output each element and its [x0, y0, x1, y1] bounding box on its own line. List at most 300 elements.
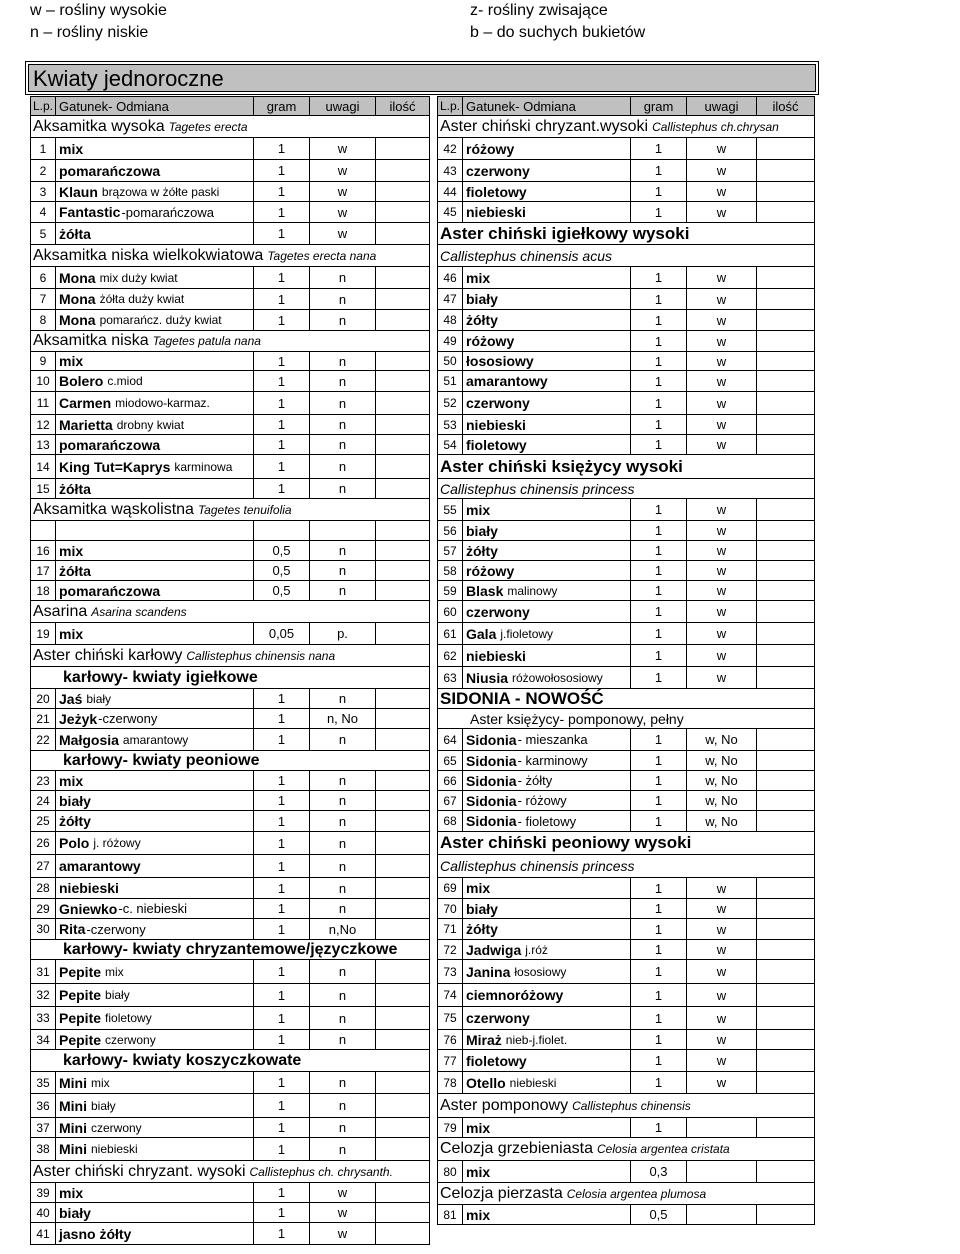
quantity-input[interactable]: [757, 541, 815, 560]
variety-name: biały: [466, 522, 498, 539]
gram-value: 1: [631, 623, 687, 644]
gram-value: 1: [631, 581, 687, 600]
table-row: [30, 371, 430, 392]
item-name: [463, 1118, 631, 1137]
item-name: [463, 1205, 631, 1224]
variety-detail: j. różowy: [93, 836, 141, 850]
table-row: [30, 223, 430, 245]
gram-value: 1: [631, 561, 687, 580]
remarks-value: n: [310, 791, 376, 810]
empty-cell: [310, 521, 376, 540]
item-number: 57: [437, 541, 463, 560]
item-name: [56, 1072, 254, 1093]
table-row: [437, 1205, 815, 1225]
variety-name: Pepite: [59, 1010, 102, 1026]
quantity-input[interactable]: [376, 202, 430, 222]
variety-name: Mini: [59, 1119, 87, 1136]
table-row: [437, 415, 815, 435]
variety-detail: -czerwony: [98, 711, 158, 726]
item-number: 26: [30, 832, 56, 854]
gram-value: 1: [631, 984, 687, 1006]
item-name: [463, 267, 631, 288]
quantity-input[interactable]: [757, 623, 815, 644]
quantity-input[interactable]: [376, 455, 430, 478]
item-name: [56, 392, 254, 414]
quantity-input[interactable]: [757, 645, 815, 666]
item-name: [56, 1223, 254, 1244]
variety-name: mix: [59, 353, 84, 369]
quantity-input[interactable]: [376, 1223, 430, 1244]
item-number: 40: [30, 1203, 56, 1222]
item-number: 53: [437, 415, 463, 434]
quantity-input[interactable]: [757, 1118, 815, 1137]
table-row: [437, 392, 815, 415]
legend-b: b – do suchych bukietów: [470, 24, 646, 41]
remarks-value: w: [310, 138, 376, 159]
item-number: 5: [30, 223, 56, 244]
quantity-input[interactable]: [757, 751, 815, 770]
quantity-input[interactable]: [376, 138, 430, 159]
quantity-input[interactable]: [757, 984, 815, 1006]
table-row: [30, 919, 430, 940]
quantity-input[interactable]: [376, 415, 430, 434]
item-number: 45: [437, 202, 463, 222]
variety-detail: j.róż: [525, 942, 548, 957]
item-name: [56, 561, 254, 580]
remarks-value: n: [310, 771, 376, 790]
item-name: [463, 310, 631, 330]
table-row: [30, 811, 430, 832]
table-row: [437, 878, 815, 899]
item-number: 1: [30, 138, 56, 159]
section-title: Aster chiński chryzant.wysoki: [440, 117, 649, 135]
item-name: [463, 289, 631, 309]
quantity-input[interactable]: [757, 182, 815, 201]
quantity-input[interactable]: [376, 1072, 430, 1093]
quantity-input[interactable]: [757, 601, 815, 622]
gram-value: 1: [254, 1138, 310, 1160]
gram-value: 1: [631, 499, 687, 520]
gram-value: 1: [631, 751, 687, 770]
item-number: 55: [437, 499, 463, 520]
table-row: [30, 561, 430, 581]
remarks-value: w: [687, 623, 757, 644]
quantity-input[interactable]: [376, 771, 430, 790]
variety-name: jasno żółty: [59, 1225, 132, 1242]
gram-value: 1: [254, 310, 310, 330]
remarks-value: w: [687, 499, 757, 520]
quantity-input[interactable]: [376, 581, 430, 600]
remarks-value: w: [310, 1223, 376, 1244]
section-title: Aster chiński księżycy wysoki: [440, 456, 683, 476]
quantity-input[interactable]: [376, 267, 430, 288]
item-number: 33: [30, 1007, 56, 1029]
variety-name: mix: [59, 772, 84, 789]
variety-detail: - karminowy: [517, 753, 588, 768]
quantity-input[interactable]: [757, 561, 815, 580]
gram-value: 1: [631, 771, 687, 790]
item-name: [56, 623, 254, 644]
item-number: 51: [437, 371, 463, 391]
quantity-input[interactable]: [376, 984, 430, 1006]
section-title: Aksamitka niska: [33, 332, 149, 349]
variety-detail: miodowo-karmaz.: [115, 396, 210, 410]
gram-value: 1: [254, 223, 310, 244]
remarks-value: w: [687, 310, 757, 330]
variety-detail: pomarańcz. duży kwiat: [99, 313, 222, 327]
item-number: 14: [30, 455, 56, 478]
header-ilosc: ilość: [757, 97, 815, 115]
quantity-input[interactable]: [757, 771, 815, 790]
quantity-input[interactable]: [757, 415, 815, 434]
quantity-input[interactable]: [376, 435, 430, 454]
variety-name: ciemnoróżowy: [466, 987, 564, 1003]
legend-z: z- rośliny zwisające: [470, 2, 608, 19]
table-row: [437, 541, 815, 561]
item-number: 9: [30, 352, 56, 370]
gram-value: 1: [631, 919, 687, 939]
quantity-input[interactable]: [376, 899, 430, 918]
item-number: 25: [30, 811, 56, 831]
item-name: [56, 1118, 254, 1137]
item-name: [56, 1138, 254, 1160]
item-number: 49: [437, 331, 463, 351]
remarks-value: n: [310, 689, 376, 708]
variety-name: mix: [59, 625, 84, 642]
quantity-input[interactable]: [376, 791, 430, 810]
table-row: [437, 1072, 815, 1094]
quantity-input[interactable]: [376, 371, 430, 391]
quantity-input[interactable]: [757, 811, 815, 831]
gram-value: 1: [254, 415, 310, 434]
section-title: Asarina: [33, 602, 88, 620]
gram-value: 1: [254, 1223, 310, 1244]
item-name: [463, 138, 631, 159]
item-number: 75: [437, 1007, 463, 1029]
item-name: [463, 435, 631, 454]
quantity-input[interactable]: [757, 1161, 815, 1182]
table-row: [437, 561, 815, 581]
remarks-value: n: [310, 832, 376, 854]
quantity-input[interactable]: [376, 878, 430, 898]
quantity-input[interactable]: [757, 289, 815, 309]
variety-detail: - różowy: [517, 793, 567, 808]
gram-value: 1: [254, 729, 310, 750]
variety-name: Małgosia: [59, 731, 119, 748]
variety-name: Gala: [466, 625, 497, 642]
header-gram: gram: [631, 97, 687, 115]
item-name: [56, 289, 254, 309]
remarks-value: w: [687, 331, 757, 351]
item-number: 58: [437, 561, 463, 580]
gram-value: 1: [631, 1118, 687, 1137]
section-header: [437, 223, 815, 245]
quantity-input[interactable]: [757, 521, 815, 540]
quantity-input[interactable]: [757, 791, 815, 810]
item-number: 44: [437, 182, 463, 201]
section-latin-name: Callistephus ch.chrysan: [652, 119, 779, 134]
quantity-input[interactable]: [376, 223, 430, 244]
quantity-input[interactable]: [757, 138, 815, 159]
quantity-input[interactable]: [376, 960, 430, 983]
item-number: 48: [437, 310, 463, 330]
remarks-value: w: [687, 878, 757, 898]
variety-name: Fantastic: [59, 204, 121, 220]
quantity-input[interactable]: [376, 729, 430, 750]
variety-name: mix: [466, 1206, 491, 1223]
quantity-input[interactable]: [757, 202, 815, 222]
quantity-input[interactable]: [376, 392, 430, 414]
item-number: 6: [30, 267, 56, 288]
gram-value: 1: [631, 415, 687, 434]
item-number: 59: [437, 581, 463, 600]
remarks-value: n: [310, 960, 376, 983]
item-name: [56, 479, 254, 498]
quantity-input[interactable]: [757, 729, 815, 750]
item-name: [56, 1183, 254, 1202]
empty-row: [30, 521, 430, 541]
quantity-input[interactable]: [757, 499, 815, 520]
table-row: [30, 1094, 430, 1118]
legend: [30, 0, 830, 44]
table-row: [437, 267, 815, 289]
variety-name: różowy: [466, 140, 515, 157]
remarks-value: w: [687, 1007, 757, 1029]
table-row: [30, 709, 430, 729]
quantity-input[interactable]: [376, 1118, 430, 1137]
quantity-input[interactable]: [757, 371, 815, 391]
variety-name: Carmen: [59, 395, 112, 411]
section-header: [437, 479, 815, 499]
variety-name: mix: [466, 1163, 491, 1180]
table-row: [30, 138, 430, 160]
item-number: 68: [437, 811, 463, 831]
variety-name: Sidonia: [466, 752, 517, 769]
variety-name: fioletowy: [466, 1052, 527, 1069]
item-name: [463, 878, 631, 898]
quantity-input[interactable]: [757, 899, 815, 918]
quantity-input[interactable]: [376, 1183, 430, 1202]
gram-value: 1: [631, 645, 687, 666]
variety-name: mix: [466, 501, 491, 518]
item-number: 73: [437, 960, 463, 983]
quantity-input[interactable]: [376, 689, 430, 708]
quantity-input[interactable]: [757, 581, 815, 600]
variety-detail: j.fioletowy: [500, 626, 554, 641]
remarks-value: w: [687, 182, 757, 201]
quantity-input[interactable]: [376, 1203, 430, 1222]
quantity-input[interactable]: [757, 331, 815, 351]
quantity-input[interactable]: [376, 160, 430, 181]
table-row: [30, 541, 430, 561]
header-name: Gatunek- Odmiana: [463, 97, 631, 115]
variety-name: czerwony: [466, 395, 530, 411]
quantity-input[interactable]: [757, 267, 815, 288]
gram-value: 1: [631, 940, 687, 959]
table-row: [437, 1030, 815, 1050]
item-name: [56, 202, 254, 222]
variety-detail: czerwony: [91, 1120, 142, 1135]
remarks-value: n: [310, 561, 376, 580]
quantity-input[interactable]: [376, 1138, 430, 1160]
item-number: 10: [30, 371, 56, 391]
item-name: [56, 1030, 254, 1049]
table-row: [437, 521, 815, 541]
remarks-value: w: [687, 1030, 757, 1049]
item-name: [56, 855, 254, 877]
item-number: 69: [437, 878, 463, 898]
variety-name: Rita: [59, 921, 86, 937]
item-number: 3: [30, 182, 56, 201]
remarks-value: n: [310, 541, 376, 560]
item-number: 20: [30, 689, 56, 708]
remarks-value: n: [310, 878, 376, 898]
quantity-input[interactable]: [757, 1030, 815, 1049]
item-name: [463, 811, 631, 831]
quantity-input[interactable]: [376, 561, 430, 580]
variety-name: Sidonia: [466, 772, 517, 789]
quantity-input[interactable]: [376, 709, 430, 728]
section-latin-name: Tagetes patula nana: [152, 334, 261, 348]
remarks-value: n: [310, 371, 376, 391]
quantity-input[interactable]: [376, 623, 430, 644]
variety-name: różowy: [466, 562, 515, 579]
quantity-input[interactable]: [757, 392, 815, 414]
variety-detail: drobny kwiat: [116, 417, 185, 432]
remarks-value: w: [687, 1072, 757, 1093]
remarks-value: w: [310, 182, 376, 201]
empty-cell: [254, 521, 310, 540]
quantity-input[interactable]: [757, 960, 815, 983]
quantity-input[interactable]: [757, 160, 815, 181]
section-header: [30, 1161, 430, 1183]
item-number: 66: [437, 771, 463, 790]
item-name: [463, 541, 631, 560]
header-gram: gram: [254, 97, 310, 115]
item-number: 79: [437, 1118, 463, 1137]
remarks-value: n: [310, 352, 376, 370]
quantity-input[interactable]: [376, 811, 430, 831]
item-name: [56, 1094, 254, 1117]
section-header: [30, 751, 430, 771]
item-name: [56, 689, 254, 708]
quantity-input[interactable]: [757, 919, 815, 939]
remarks-value: p.: [310, 623, 376, 644]
variety-name: mix: [466, 269, 491, 286]
section-header: [437, 855, 815, 878]
quantity-input[interactable]: [376, 919, 430, 939]
gram-value: 0,05: [254, 623, 310, 644]
variety-name: niebieski: [466, 416, 526, 433]
remarks-value: w: [687, 289, 757, 309]
variety-name: fioletowy: [466, 436, 527, 453]
quantity-input[interactable]: [757, 940, 815, 959]
quantity-input[interactable]: [376, 289, 430, 309]
quantity-input[interactable]: [376, 855, 430, 877]
variety-name: żółty: [466, 312, 498, 328]
quantity-input[interactable]: [376, 310, 430, 330]
variety-name: Otello: [466, 1074, 506, 1091]
table-row: [30, 455, 430, 479]
remarks-value: [687, 1118, 757, 1137]
remarks-value: w: [687, 667, 757, 688]
table-header: [30, 96, 430, 116]
section-latin-name: Asarina scandens: [91, 604, 187, 619]
item-name: [56, 919, 254, 939]
variety-name: Jadwiga: [466, 941, 522, 958]
quantity-input[interactable]: [376, 541, 430, 560]
quantity-input[interactable]: [376, 1007, 430, 1029]
quantity-input[interactable]: [757, 1050, 815, 1071]
section-latin-name: Callistephus chinensis: [572, 1098, 691, 1113]
variety-detail: -pomarańczowa: [121, 204, 214, 220]
item-name: [463, 984, 631, 1006]
quantity-input[interactable]: [757, 667, 815, 688]
item-number: 31: [30, 960, 56, 983]
item-name: [56, 960, 254, 983]
section-title: karłowy- kwiaty chryzantemowe/języczkowe: [63, 940, 398, 958]
remarks-value: n: [310, 1007, 376, 1029]
gram-value: 1: [631, 138, 687, 159]
item-number: 35: [30, 1072, 56, 1093]
gram-value: 1: [254, 455, 310, 478]
quantity-input[interactable]: [376, 182, 430, 201]
quantity-input[interactable]: [757, 310, 815, 330]
remarks-value: w: [687, 435, 757, 454]
quantity-input[interactable]: [757, 435, 815, 454]
quantity-input[interactable]: [376, 1030, 430, 1049]
gram-value: 1: [631, 899, 687, 918]
quantity-input[interactable]: [376, 352, 430, 370]
gram-value: 1: [254, 392, 310, 414]
quantity-input[interactable]: [757, 1072, 815, 1093]
table-header: [437, 96, 815, 116]
quantity-input[interactable]: [757, 878, 815, 898]
gram-value: 1: [254, 919, 310, 939]
gram-value: 1: [631, 811, 687, 831]
header-lp: L.p.: [30, 97, 56, 115]
item-number: 38: [30, 1138, 56, 1160]
variety-name: Sidonia: [466, 813, 517, 829]
variety-name: Sidonia: [466, 792, 517, 809]
gram-value: 1: [631, 521, 687, 540]
quantity-input[interactable]: [376, 1094, 430, 1117]
table-row: [437, 331, 815, 352]
item-number: 70: [437, 899, 463, 918]
variety-name: czerwony: [466, 162, 530, 179]
variety-name: biały: [59, 792, 91, 809]
table-row: [30, 352, 430, 371]
item-number: 43: [437, 160, 463, 181]
quantity-input[interactable]: [376, 479, 430, 498]
item-number: 17: [30, 561, 56, 580]
quantity-input[interactable]: [376, 832, 430, 854]
item-name: [56, 310, 254, 330]
table-row: [437, 1161, 815, 1183]
table-row: [30, 1118, 430, 1138]
section-latin-name: Celosia argentea cristata: [596, 1142, 730, 1156]
quantity-input[interactable]: [757, 1007, 815, 1029]
quantity-input[interactable]: [757, 352, 815, 370]
variety-detail: c.miod: [107, 374, 143, 388]
quantity-input[interactable]: [757, 1205, 815, 1224]
table-row: [30, 791, 430, 811]
item-name: [463, 729, 631, 750]
item-number: 22: [30, 729, 56, 750]
variety-name: pomarańczowa: [59, 436, 161, 453]
item-number: 72: [437, 940, 463, 959]
item-number: 61: [437, 623, 463, 644]
